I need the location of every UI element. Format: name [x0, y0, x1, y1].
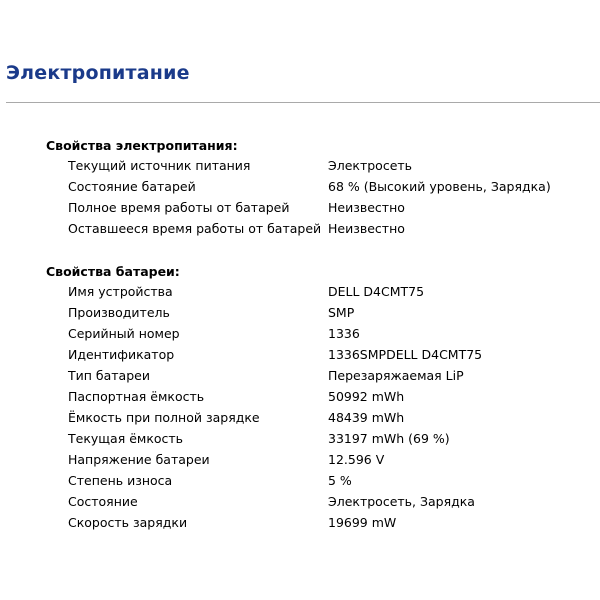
- power-properties-section: [46, 136, 600, 239]
- property-row: [46, 302, 600, 323]
- property-row: [46, 407, 600, 428]
- property-label: Имя устройства: [68, 284, 173, 299]
- property-label: Производитель: [68, 305, 170, 320]
- property-value: 1336: [328, 326, 360, 341]
- property-label: Степень износа: [68, 473, 173, 488]
- property-row: [46, 197, 600, 218]
- property-value: DELL D4CMT75: [328, 284, 425, 299]
- property-row: [46, 512, 600, 533]
- property-value: 1336SMPDELL D4CMT75: [328, 347, 483, 362]
- property-label: Скорость зарядки: [68, 515, 188, 530]
- property-row: [46, 491, 600, 512]
- property-label: Полное время работы от батарей: [68, 200, 290, 215]
- property-row: [46, 428, 600, 449]
- property-value: 48439 mWh: [328, 410, 405, 425]
- property-label: Идентификатор: [68, 347, 175, 362]
- page-title: Электропитание: [6, 62, 190, 84]
- property-value: 50992 mWh: [328, 389, 405, 404]
- property-label: Паспортная ёмкость: [68, 389, 205, 404]
- property-label: Состояние: [68, 494, 138, 509]
- property-row: [46, 155, 600, 176]
- title-divider: [6, 102, 600, 103]
- property-row: [46, 281, 600, 302]
- property-label: Текущий источник питания: [68, 158, 251, 173]
- property-row: [46, 176, 600, 197]
- property-value: SMP: [328, 305, 355, 320]
- property-row: [46, 386, 600, 407]
- property-value: Неизвестно: [328, 200, 405, 215]
- property-label: Текущая ёмкость: [68, 431, 184, 446]
- property-value: Перезаряжаемая LiP: [328, 368, 464, 383]
- property-value: 12.596 V: [328, 452, 385, 467]
- property-value: Неизвестно: [328, 221, 405, 236]
- property-value: 19699 mW: [328, 515, 397, 530]
- property-value: 33197 mWh (69 %): [328, 431, 450, 446]
- property-value: Электросеть, Зарядка: [328, 494, 475, 509]
- property-row: [46, 449, 600, 470]
- property-label: Состояние батарей: [68, 179, 196, 194]
- property-row: [46, 470, 600, 491]
- battery-properties-section: [46, 262, 600, 533]
- property-label: Напряжение батареи: [68, 452, 210, 467]
- property-label: Ёмкость при полной зарядке: [68, 410, 260, 425]
- property-label: Серийный номер: [68, 326, 180, 341]
- section-heading-power: Свойства электропитания:: [46, 138, 238, 153]
- section-heading-battery: Свойства батареи:: [46, 264, 180, 279]
- property-row: [46, 365, 600, 386]
- property-value: 68 % (Высокий уровень, Зарядка): [328, 179, 551, 194]
- property-value: 5 %: [328, 473, 352, 488]
- property-value: Электросеть: [328, 158, 413, 173]
- property-label: Оставшееся время работы от батарей: [68, 221, 322, 236]
- property-row: [46, 218, 600, 239]
- property-row: [46, 344, 600, 365]
- property-row: [46, 323, 600, 344]
- property-label: Тип батареи: [68, 368, 150, 383]
